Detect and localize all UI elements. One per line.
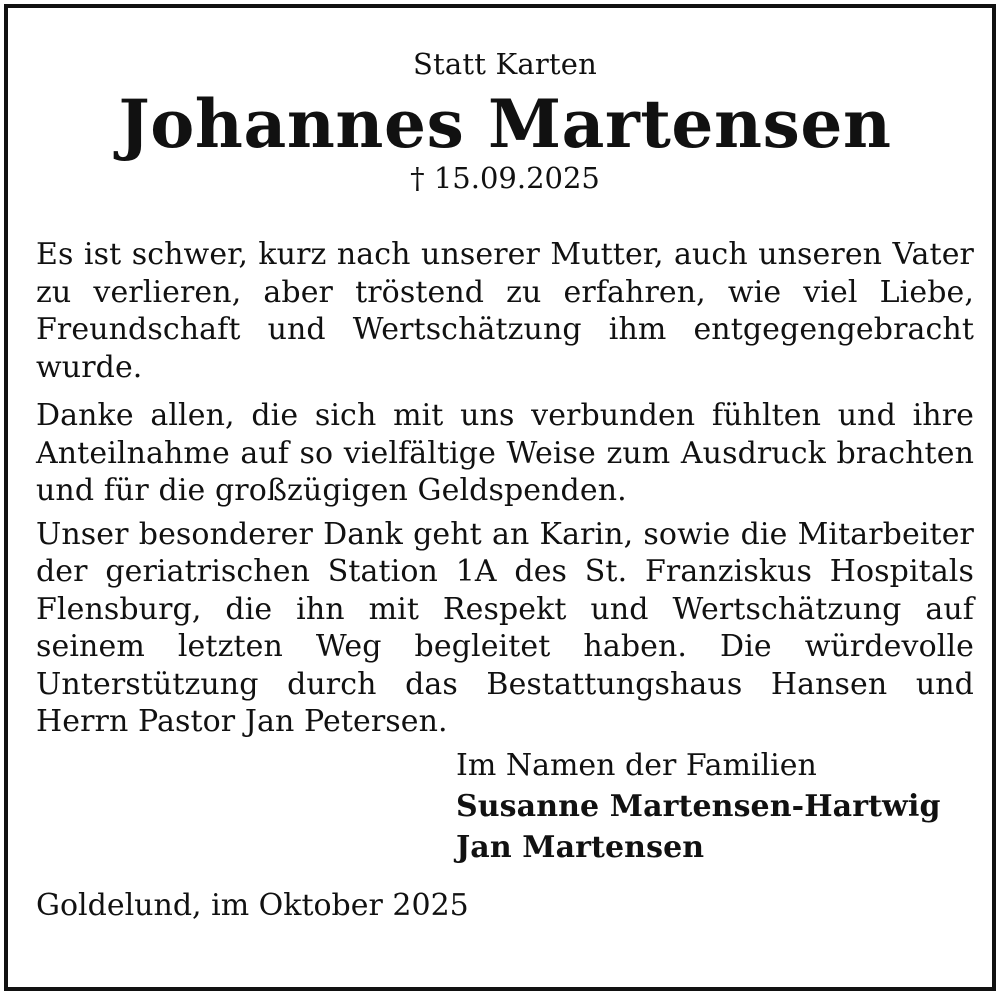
signature-name-2: Jan Martensen [456,829,705,865]
signature-name-1: Susanne Martensen-Hartwig [456,788,941,824]
notice-frame [4,4,996,991]
paragraph-2: Danke allen, die sich mit uns verbunden fühlten und ihre Anteilnahme auf so vielfältige Weise zum Ausdruck brachten und für die großzügigen Geldspenden. [36,398,974,508]
deceased-name: Johannes Martensen [118,85,892,163]
paragraph-3: Unser besonderer Dank geht an Karin, sowie die Mitarbeiter der geriatrischen Station 1A des St. Franziskus Hospitals Flensburg, die ihn mit Respekt und Wertschätzung auf seinem letzten Weg begleitet haben. Die würdevolle Unterstützung durch das Bestattungshaus Hansen und Herrn Pastor Jan Petersen. [36,516,974,739]
signature-block [456,745,974,868]
place-date: Goldelund, im Oktober 2025 [36,887,469,923]
signature-line: Im Namen der Familien [456,747,817,783]
notice-content [36,8,974,924]
paragraph-1: Es ist schwer, kurz nach unserer Mutter, auch unseren Vater zu verlieren, aber tröstend zu erfahren, wie viel Liebe, Freundschaft und Wertschätzung ihm entgegengebracht wurde. [36,237,974,385]
intro-text: Statt Karten [412,47,598,81]
death-date: † 15.09.2025 [410,161,600,195]
